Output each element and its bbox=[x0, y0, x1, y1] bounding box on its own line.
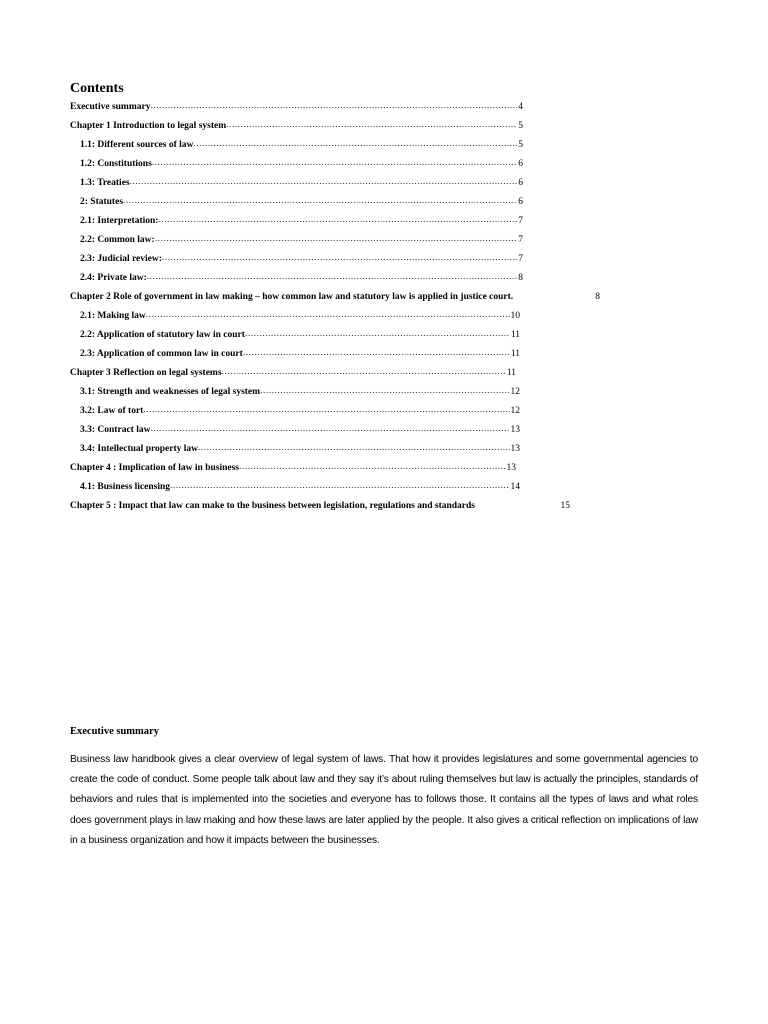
toc-entry[interactable] bbox=[70, 250, 610, 269]
toc-entry-title: 2.2: Application of statutory law in court bbox=[80, 330, 245, 340]
dot-leader bbox=[222, 363, 506, 382]
toc-entry-page: 7 bbox=[518, 254, 523, 264]
toc-entry-page: 7 bbox=[518, 216, 523, 226]
dot-leader bbox=[193, 135, 517, 154]
toc-entry-title: 2.3: Judicial review: bbox=[80, 254, 162, 264]
toc-entry-page: 6 bbox=[518, 178, 523, 188]
toc-entry[interactable] bbox=[70, 231, 610, 250]
toc-entry-title: Chapter 3 Reflection on legal systems bbox=[70, 368, 222, 378]
executive-summary-heading: Executive summary bbox=[70, 726, 159, 737]
dot-leader bbox=[245, 325, 510, 344]
dot-leader bbox=[150, 97, 517, 116]
toc-entry-title: 2.2: Common law: bbox=[80, 235, 155, 245]
toc-entry[interactable] bbox=[70, 326, 610, 345]
dot-leader bbox=[150, 420, 509, 439]
toc-entry-title: 1.2: Constitutions bbox=[80, 159, 152, 169]
dot-leader bbox=[162, 249, 517, 268]
dot-leader bbox=[123, 192, 517, 211]
toc-entry-title: 1.1: Different sources of law bbox=[80, 140, 194, 150]
toc-entry[interactable] bbox=[70, 98, 610, 117]
dot-leader bbox=[130, 173, 518, 192]
dot-leader bbox=[260, 382, 509, 401]
toc-entry-page: 14 bbox=[510, 482, 520, 492]
dot-leader bbox=[170, 477, 509, 496]
contents-heading: Contents bbox=[70, 81, 124, 96]
toc-entry-page: 4 bbox=[518, 102, 523, 112]
toc-entry-title: 2.3: Application of common law in court bbox=[80, 349, 243, 359]
toc-entry[interactable] bbox=[70, 193, 610, 212]
toc-entry-title: Chapter 5 : Impact that law can make to the business between legislation, regulations and standards bbox=[70, 501, 476, 511]
toc-entry-title: Chapter 2 Role of government in law making – how common law and statutory law is applied in justice court. bbox=[70, 292, 514, 302]
toc-entry[interactable] bbox=[70, 497, 610, 516]
toc-entry-page: 13 bbox=[506, 463, 516, 473]
toc-entry[interactable] bbox=[70, 307, 610, 326]
toc-entry-title: Executive summary bbox=[70, 102, 151, 112]
dot-leader bbox=[198, 439, 509, 458]
toc-entry[interactable] bbox=[70, 364, 610, 383]
toc-entry-page: 11 bbox=[510, 330, 520, 340]
dot-leader bbox=[152, 154, 517, 173]
toc-entry[interactable] bbox=[70, 117, 610, 136]
toc-entry-page: 12 bbox=[510, 406, 520, 416]
toc-entry[interactable] bbox=[70, 288, 610, 307]
toc-entry-title: 2: Statutes bbox=[80, 197, 124, 207]
toc-entry-title: Chapter 4 : Implication of law in business bbox=[70, 463, 240, 473]
toc-entry[interactable] bbox=[70, 421, 610, 440]
toc-entry-page: 5 bbox=[518, 121, 523, 131]
toc-entry-page: 8 bbox=[518, 273, 523, 283]
toc-entry-page: 12 bbox=[510, 387, 520, 397]
toc-entry-title: Chapter 1 Introduction to legal system bbox=[70, 121, 227, 131]
toc-entry-title: 2.4: Private law: bbox=[80, 273, 147, 283]
executive-summary-paragraph: Business law handbook gives a clear overview of legal system of laws. That how it provides legislatures and some governmental agencies to create the code of conduct. Some people talk about law and they say it’s about ruling themselves but law is actually the principles, standards of behaviors and rules that is implemented into the societies and everyone has to follows those. It contains all the types of laws and what roles does government plays in law making and how these laws are later applied by the people. It also gives a critical reflection on implications of law in a business organization and how it impacts between the businesses. bbox=[70, 754, 698, 846]
toc-entry-page: 6 bbox=[518, 159, 523, 169]
table-of-contents bbox=[70, 98, 610, 516]
toc-entry-page: 13 bbox=[510, 444, 520, 454]
toc-entry-title: 4.1: Business licensing bbox=[80, 482, 171, 492]
toc-entry-title: 3.2: Law of tort bbox=[80, 406, 144, 416]
dot-leader bbox=[147, 268, 518, 287]
dot-leader bbox=[226, 116, 517, 135]
toc-entry-page: 13 bbox=[510, 425, 520, 435]
toc-entry[interactable] bbox=[70, 459, 610, 478]
dot-leader bbox=[146, 306, 510, 325]
toc-entry-page: 8 bbox=[595, 292, 600, 302]
toc-entry-page: 11 bbox=[506, 368, 516, 378]
toc-entry-page: 5 bbox=[518, 140, 523, 150]
toc-entry[interactable] bbox=[70, 478, 610, 497]
toc-entry-title: 3.3: Contract law bbox=[80, 425, 151, 435]
toc-entry[interactable] bbox=[70, 440, 610, 459]
dot-leader bbox=[243, 344, 510, 363]
dot-leader bbox=[239, 458, 505, 477]
toc-entry[interactable] bbox=[70, 345, 610, 364]
dot-leader bbox=[155, 230, 518, 249]
toc-entry-title: 2.1: Making law bbox=[80, 311, 146, 321]
toc-entry[interactable] bbox=[70, 269, 610, 288]
toc-entry[interactable] bbox=[70, 402, 610, 421]
toc-entry[interactable] bbox=[70, 212, 610, 231]
toc-entry-page: 15 bbox=[560, 501, 570, 511]
toc-entry[interactable] bbox=[70, 383, 610, 402]
toc-entry-page: 7 bbox=[518, 235, 523, 245]
dot-leader bbox=[158, 211, 517, 230]
toc-entry-title: 3.4: Intellectual property law bbox=[80, 444, 199, 454]
toc-entry-title: 1.3: Treaties bbox=[80, 178, 130, 188]
toc-entry-page: 10 bbox=[510, 311, 520, 321]
toc-entry[interactable] bbox=[70, 155, 610, 174]
toc-entry-page: 11 bbox=[510, 349, 520, 359]
toc-entry-title: 3.1: Strength and weaknesses of legal system bbox=[80, 387, 261, 397]
toc-entry[interactable] bbox=[70, 136, 610, 155]
toc-entry-title: 2.1: Interpretation: bbox=[80, 216, 159, 226]
toc-entry-page: 6 bbox=[518, 197, 523, 207]
toc-entry[interactable] bbox=[70, 174, 610, 193]
dot-leader bbox=[143, 401, 509, 420]
